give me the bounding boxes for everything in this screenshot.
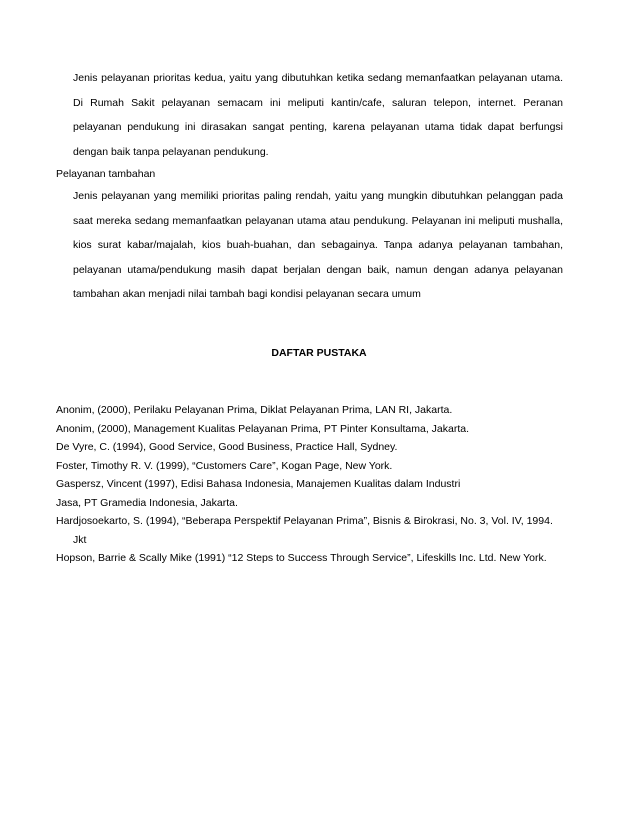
reference-item: Foster, Timothy R. V. (1999), “Customers Care”, Kogan Page, New York. [56, 459, 393, 472]
reference-item: Anonim, (2000), Management Kualitas Pelayanan Prima, PT Pinter Konsultama, Jakarta. [56, 422, 470, 435]
reference-item: Gaspersz, Vincent (1997), Edisi Bahasa Indonesia, Manajemen Kualitas dalam Industri [56, 478, 461, 490]
paragraph-supporting-service: Jenis pelayanan prioritas kedua, yaitu yang dibutuhkan ketika sedang memanfaatkan pelayanan utama. Di Rumah Sakit pelayanan semacam ini meliputi kantin/cafe, saluran telepon, internet. Peranan pelayanan pendukung ini dirasakan sangat penting, karena pelayanan utama tidak dapat berfungsi dengan baik tanpa pelayanan pendukung. [73, 72, 563, 158]
paragraph-additional-service: Jenis pelayanan yang memiliki prioritas paling rendah, yaitu yang mungkin dibutuhkan pelanggan pada saat mereka sedang memanfaatkan pelayanan utama atau pendukung. Pelayanan ini meliputi mushalla, kios surat kabar/majalah, kios buah-buahan, dan sebagainya. Tanpa adanya pelayanan tambahan, pelayanan utama/pendukung masih dapat berjalan dengan baik, namun dengan adanya pelayanan tambahan akan menjadi nilai tambah bagi kondisi pelayanan secara umum [73, 190, 563, 300]
bibliography-title: DAFTAR PUSTAKA [271, 347, 367, 359]
reference-item: De Vyre, C. (1994), Good Service, Good Business, Practice Hall, Sydney. [56, 441, 398, 453]
reference-item: Hopson, Barrie & Scally Mike (1991) “12 Steps to Success Through Service”, Lifeskills Inc. Ltd. New York. [56, 552, 547, 564]
reference-item: Hardjosoekarto, S. (1994), “Beberapa Perspektif Pelayanan Prima”, Bisnis & Birokrasi, No. 3, Vol. IV, 1994. Jkt [56, 515, 553, 546]
reference-item: Anonim, (2000), Perilaku Pelayanan Prima, Diklat Pelayanan Prima, LAN RI, Jakarta. [56, 404, 453, 416]
reference-item: Jasa, PT Gramedia Indonesia, Jakarta. [56, 496, 238, 509]
reference-list [56, 401, 564, 568]
section-heading-additional-service: Pelayanan tambahan [56, 168, 156, 180]
